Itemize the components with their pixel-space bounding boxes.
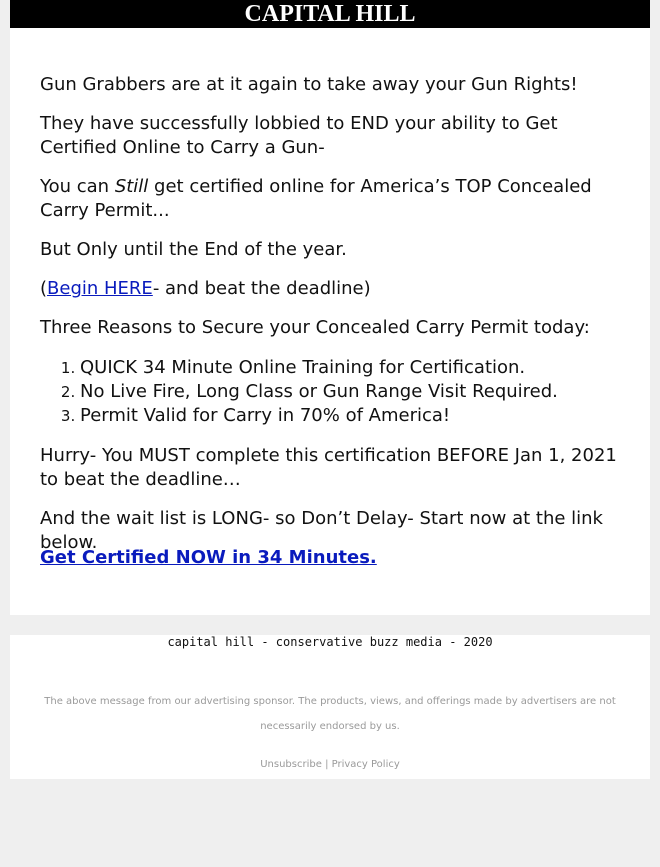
- list-item: 1. QUICK 34 Minute Online Training for Certification.: [80, 356, 640, 380]
- cta-paragraph: [40, 546, 630, 570]
- footer-tagline: capital hill - conservative buzz media - 2020: [167, 635, 493, 649]
- list-item: 3. Permit Valid for Carry in 70% of America!: [80, 404, 640, 428]
- begin-paragraph: [40, 277, 630, 301]
- deadline-paragraph: But Only until the End of the year.: [40, 239, 347, 260]
- email-body: [10, 28, 650, 615]
- begin-text-after: - and beat the deadline): [152, 278, 371, 299]
- hurry-paragraph: Hurry- You MUST complete this certification BEFORE Jan 1, 2021 to beat the deadline…: [40, 445, 617, 490]
- unsubscribe-link[interactable]: Unsubscribe: [260, 759, 322, 770]
- begin-open-paren: (: [40, 278, 48, 299]
- email-footer: [10, 635, 650, 779]
- lobby-paragraph: They have successfully lobbied to END your ability to Get Certified Online to Carry a Gun-: [40, 113, 558, 158]
- footer-links: [10, 756, 650, 774]
- list-item: 2. No Live Fire, Long Class or Gun Range Visit Required.: [80, 380, 640, 404]
- get-certified-link[interactable]: Get Certified NOW in 34 Minutes.: [40, 547, 377, 568]
- reasons-heading: Three Reasons to Secure your Concealed Carry Permit today:: [40, 317, 590, 338]
- waitlist-paragraph: And the wait list is LONG- so Don’t Delay- Start now at the link below.: [40, 508, 603, 553]
- header-title: CAPITAL HILL: [244, 1, 416, 27]
- still-text-italic: Still: [114, 176, 149, 197]
- still-paragraph: [40, 175, 630, 223]
- footer-disclaimer: The above message from our advertising sponsor. The products, views, and offerings made by advertisers are not necessarily endorsed by us.: [44, 696, 616, 732]
- footer-link-separator: |: [325, 759, 329, 770]
- still-text-before: You can: [40, 176, 115, 197]
- reasons-list: [40, 356, 640, 428]
- privacy-policy-link[interactable]: Privacy Policy: [331, 759, 400, 770]
- intro-paragraph: Gun Grabbers are at it again to take away your Gun Rights!: [40, 74, 578, 95]
- begin-here-link[interactable]: Begin HERE: [47, 278, 153, 299]
- still-text-after: get certified online for America’s TOP Concealed Carry Permit...: [40, 176, 592, 221]
- header-banner: [10, 0, 650, 28]
